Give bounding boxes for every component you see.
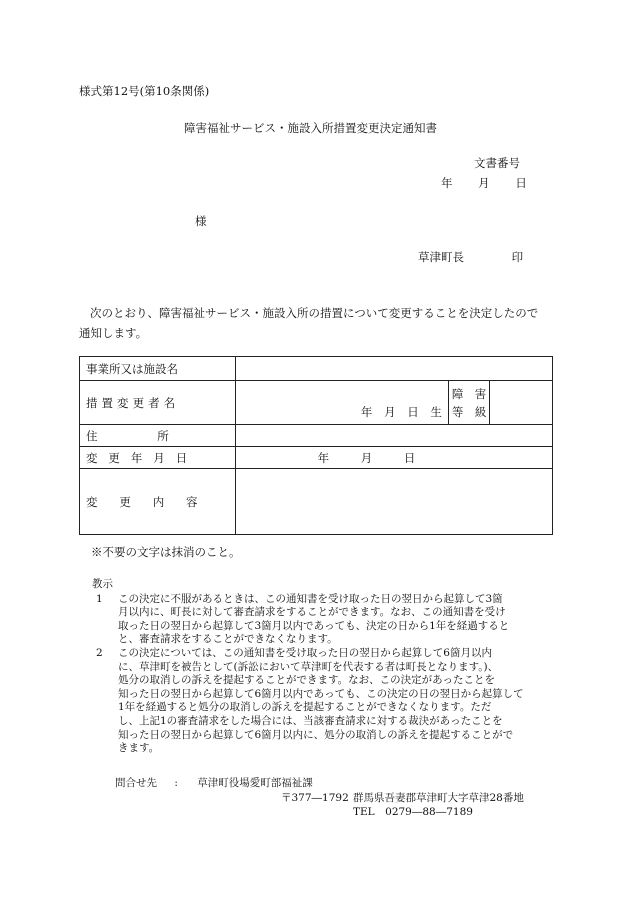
note-2-line: し、上記1の審査請求をした場合には、当該審査請求に対する裁決があったことを [118, 714, 503, 727]
issue-date-month: 月 [478, 176, 490, 190]
note-1-line: 月以内に、町長に対して審査請求をすることができます。なお、この通知書を受け [118, 606, 506, 619]
doc-number-label: 文書番号 [474, 156, 520, 170]
document-title: 障害福祉サービス・施設入所措置変更決定通知書 [184, 121, 437, 135]
note-1-line: 取った日の翌日から起算して3箇月以内であっても、決定の日から1年を経過すると [118, 619, 510, 632]
birth-year: 年 [360, 405, 373, 419]
birth-day: 日 [407, 405, 419, 419]
contact-address: 群馬県吾妻郡草津町大字草津28番地 [353, 792, 524, 804]
issue-date-day: 日 [515, 176, 527, 190]
disability-value[interactable] [490, 381, 553, 425]
change-content-value[interactable] [235, 469, 552, 535]
facility-label [80, 357, 236, 381]
contact-colon: : [174, 777, 178, 789]
seal-mark: 印 [511, 250, 524, 264]
note-item-2 [92, 647, 552, 756]
note-2-line: 処分の取消しの訴えを提起することができます。なお、この決定があったことを [118, 674, 496, 687]
disability-label [448, 381, 490, 425]
note-1-line: この決定に不服があるときは、この通知書を受け取った日の翌日から起算して3箇 [118, 592, 503, 605]
change-day: 日 [403, 450, 416, 465]
contact-tel: TEL 0279―88―7189 [353, 806, 473, 818]
note-2-line: 知った日の翌日から起算して6箇月以内であっても、この決定の日の翌日から起算して [118, 687, 524, 700]
note-2-line: 1年を経過すると処分の取消しの訴えを提起することができなくなります。ただ [118, 701, 492, 714]
issue-date [441, 175, 527, 191]
address-label-wrap [86, 428, 229, 444]
sender-name: 草津町長 [418, 250, 464, 264]
note-2-line: きます。 [118, 742, 160, 755]
note-2-line: に、草津町を被告として(訴訟において草津町を代表する者は町長となります。)、 [118, 660, 499, 673]
person-label [80, 381, 236, 425]
person-label-text: 措置変更者名 [86, 395, 180, 410]
contact-office: 草津町役場愛町部福祉課 [197, 777, 313, 789]
disability-label-1: 障 害 [451, 386, 487, 401]
issue-date-year: 年 [441, 176, 453, 190]
body-text-2: 通知します。 [79, 326, 148, 340]
change-date-value[interactable] [235, 447, 552, 469]
change-content-label-text: 変更内容 [86, 494, 220, 509]
disability-label-2: 等 級 [451, 404, 487, 419]
change-year: 年 [317, 450, 330, 465]
change-date-label-text: 変更年月日 [86, 450, 199, 465]
birth-month: 月 [384, 405, 396, 419]
facility-label-text: 事業所又は施設名 [86, 361, 178, 376]
change-date-label [80, 447, 236, 469]
change-content-label [80, 469, 236, 535]
person-value[interactable] [235, 381, 448, 425]
notes-heading: 教示 [92, 578, 113, 590]
note-number-2: 2 [96, 646, 103, 659]
facility-value[interactable] [235, 357, 552, 381]
address-label [80, 425, 236, 447]
change-month: 月 [360, 450, 373, 465]
address-label-text: 住所 [86, 428, 229, 443]
note-body-2 [118, 647, 552, 756]
addressee-suffix: 様 [195, 214, 207, 228]
birth-suffix: 生 [430, 405, 442, 419]
note-2-line: この決定については、この通知書を受け取った日の翌日から起算して6箇月以内 [118, 646, 492, 659]
change-form-table [79, 356, 553, 535]
note-1-line: と、審査請求をすることができなくなります。 [118, 633, 338, 646]
contact-label-row [115, 775, 313, 790]
address-value[interactable] [235, 425, 552, 447]
sender [418, 249, 523, 265]
form-number: 様式第12号(第10条関係) [79, 84, 210, 98]
footnote: ※不要の文字は抹消のこと。 [91, 545, 241, 559]
body-text-1: 次のとおり、障害福祉サービス・施設入所の措置について変更することを決定したので [90, 306, 539, 320]
contact-postal: 〒377―1792 [281, 792, 349, 804]
note-number-1: 1 [96, 592, 103, 605]
notes-section [92, 578, 552, 756]
contact-label: 問合せ先 [115, 777, 157, 789]
note-2-line: 知った日の翌日から起算して6箇月以内に、処分の取消しの訴えを提起することがで [118, 728, 514, 741]
note-item-1 [92, 593, 552, 647]
note-body-1 [118, 593, 552, 647]
